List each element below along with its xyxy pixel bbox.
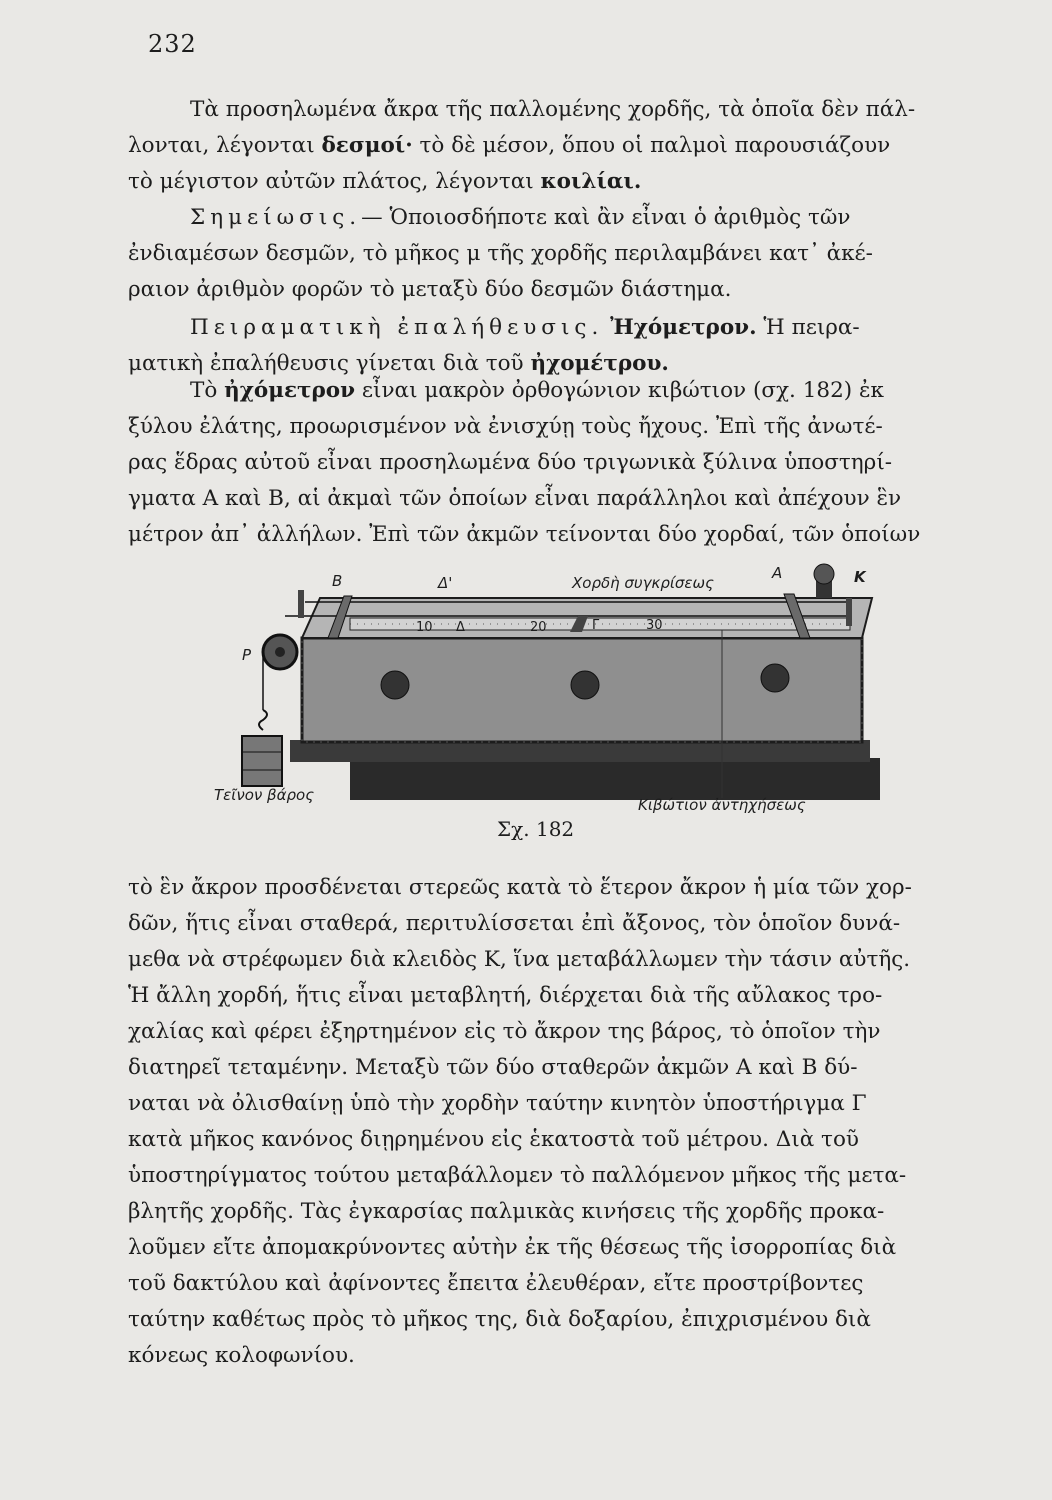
label-comparison-string: Χορδὴ συγκρίσεως — [572, 574, 714, 592]
text-run: Τὸ — [190, 378, 225, 403]
text-run: — Ὁποιοσδήποτε καὶ ἂν εἶναι ὁ ἀριθμὸς τῶν — [361, 205, 851, 230]
paragraph-operation — [128, 870, 988, 1374]
text-run: ὑποστηρίγματος τούτου μεταβάλλομεν τὸ παλλόμενον μῆκος τῆς μετα- — [128, 1163, 907, 1188]
label-resonance-box: Κιβώτιον ἀντηχήσεως — [638, 796, 806, 814]
pulley-hub — [275, 647, 285, 657]
text-line — [128, 92, 988, 128]
text-line — [128, 1050, 988, 1086]
knob-left — [381, 671, 409, 699]
text-run: τοῦ δακτύλου καὶ ἀφίνοντες ἔπειτα ἐλευθέραν, εἴτε προστρίβοντες — [128, 1271, 864, 1296]
text-line — [128, 870, 988, 906]
text-run: δῶν, ἥτις εἶναι σταθερά, περιτυλίσσεται ἐπὶ ἄξονος, τὸν ὁποῖον δυνά- — [128, 911, 901, 936]
text-run: διατηρεῖ τεταμένην. Μεταξὺ τῶν δύο σταθερῶν ἀκμῶν Α καὶ Β δύ- — [128, 1055, 858, 1080]
text-run: Ἡ πειρα- — [756, 315, 860, 340]
term-antinodes: κοιλίαι. — [540, 169, 642, 194]
text-run: μέτρον ἀπ᾽ ἀλλήλων. Ἐπὶ τῶν ἀκμῶν τείνονται δύο χορδαί, τῶν ὁποίων — [128, 522, 921, 547]
text-run: ἐνδιαμέσων δεσμῶν, τὸ μῆκος μ τῆς χορδῆς περιλαμβάνει κατ᾽ ἀκέ- — [128, 241, 873, 266]
term-sonometer: ἠχομέτρου. — [530, 351, 669, 376]
text-line — [128, 409, 988, 445]
label-d-prime: Δ' — [438, 574, 453, 592]
text-line — [128, 1194, 988, 1230]
text-line — [128, 1302, 988, 1338]
knob-middle — [571, 671, 599, 699]
tuning-key-head — [814, 564, 834, 584]
text-line — [128, 1122, 988, 1158]
figure-caption: Σχ. 182 — [497, 817, 575, 841]
text-line — [128, 164, 988, 200]
paragraph-note — [128, 200, 988, 308]
verification-label: Πειραματικὴ ἐπαλήθευσις. — [190, 315, 604, 340]
scale-label-10: 10 — [416, 620, 433, 635]
text-run: Τὰ προσηλωμένα ἄκρα τῆς παλλομένης χορδῆς, τὰ ὁποῖα δὲν πάλ- — [190, 97, 916, 122]
text-run: τὸ ἓν ἄκρον προσδένεται στερεῶς κατὰ τὸ ἕτερον ἄκρον ἡ μία τῶν χορ- — [128, 875, 912, 900]
note-label: Σημείωσις. — [190, 205, 362, 230]
paragraph-description — [128, 373, 988, 553]
scale-label-d: Δ — [456, 620, 465, 635]
label-bridge-a: Α — [772, 564, 783, 582]
weight — [242, 736, 282, 786]
text-line — [128, 1338, 988, 1374]
paragraph-nodes-antinodes — [128, 92, 988, 200]
text-run: Ἡ ἄλλη χορδή, ἥτις εἶναι μεταβλητή, διέρχεται διὰ τῆς αὔλακος τρο- — [128, 983, 883, 1008]
text-line — [128, 1158, 988, 1194]
text-run: κατὰ μῆκος κανόνος διῃρημένου εἰς ἑκατοστὰ τοῦ μέτρου. Διὰ τοῦ — [128, 1127, 859, 1152]
heading-sonometer: Ἠχόμετρον. — [610, 315, 757, 340]
text-run: ναται νὰ ὀλισθαίνῃ ὑπὸ τὴν χορδὴν ταύτην κινητὸν ὑποστήριγμα Γ — [128, 1091, 867, 1116]
label-key-k: Κ — [854, 568, 866, 586]
text-line — [128, 373, 988, 409]
text-run: ραιον ἀριθμὸν φορῶν τὸ μεταξὺ δύο δεσμῶν διάστημα. — [128, 277, 732, 302]
base-board — [350, 758, 880, 800]
text-run: λοῦμεν εἴτε ἀπομακρύνοντες αὐτὴν ἐκ τῆς θέσεως τῆς ἰσορροπίας διὰ — [128, 1235, 897, 1260]
text-run: ταύτην καθέτως πρὸς τὸ μῆκος της, διὰ δοξαρίου, ἐπιχρισμένου διὰ — [128, 1307, 871, 1332]
text-run: εἶναι μακρὸν ὀρθογώνιον κιβώτιον (σχ. 182) ἐκ — [355, 378, 884, 403]
label-bridge-b: Β — [332, 572, 343, 590]
text-line — [128, 1086, 988, 1122]
scale-label-30: 30 — [646, 618, 663, 633]
text-line — [128, 236, 988, 272]
text-line — [128, 978, 988, 1014]
scale-label-20: 20 — [530, 620, 547, 635]
text-line — [128, 481, 988, 517]
text-line — [128, 942, 988, 978]
knob-right — [761, 664, 789, 692]
text-run: ξύλου ἐλάτης, προωρισμένον νὰ ἐνισχύῃ τοὺς ἤχους. Ἐπὶ τῆς ἀνωτέ- — [128, 414, 883, 439]
text-line — [128, 272, 988, 308]
text-run: λονται, λέγονται — [128, 133, 322, 158]
hook — [259, 710, 267, 730]
term-sonometer-2: ἠχόμετρον — [224, 378, 356, 403]
sonometer-figure — [210, 560, 880, 850]
text-run: ματικὴ ἐπαλήθευσις γίνεται διὰ τοῦ — [128, 351, 531, 376]
text-line — [128, 1266, 988, 1302]
scale-label-g: Γ — [592, 618, 600, 633]
text-line — [128, 200, 988, 236]
page-number: 232 — [148, 30, 197, 58]
text-line — [128, 445, 988, 481]
text-run: ρας ἕδρας αὐτοῦ εἶναι προσηλωμένα δύο τριγωνικὰ ξύλινα ὑποστηρί- — [128, 450, 893, 475]
text-run: χαλίας καὶ φέρει ἐξηρτημένον εἰς τὸ ἄκρον της βάρος, τὸ ὁποῖον τὴν — [128, 1019, 881, 1044]
text-run: τὸ μέγιστον αὐτῶν πλάτος, λέγονται — [128, 169, 541, 194]
text-line — [128, 906, 988, 942]
text-run: μεθα νὰ στρέφωμεν διὰ κλειδὸς Κ, ἵνα μεταβάλλωμεν τὴν τάσιν αὐτῆς. — [128, 947, 911, 972]
text-run: τὸ δὲ μέσον, ὅπου οἱ παλμοὶ παρουσιάζουν — [412, 133, 891, 158]
text-line — [128, 1014, 988, 1050]
text-line — [128, 128, 988, 164]
label-tension-weight: Τεῖνον βάρος — [214, 786, 315, 804]
term-nodes: δεσμοί· — [321, 133, 413, 158]
text-run: βλητῆς χορδῆς. Τὰς ἐγκαρσίας παλμικὰς κινήσεις τῆς χορδῆς προκα- — [128, 1199, 885, 1224]
peg-left — [298, 590, 304, 618]
text-line — [128, 1230, 988, 1266]
label-pulley-p: Ρ — [242, 646, 252, 664]
text-run: γματα Α καὶ Β, αἱ ἀκμαὶ τῶν ὁποίων εἶναι παράλληλοι καὶ ἀπέχουν ἓν — [128, 486, 902, 511]
text-line — [128, 517, 988, 553]
peg — [846, 598, 852, 626]
text-run: κόνεως κολοφωνίου. — [128, 1343, 355, 1368]
paragraph-verification — [128, 310, 988, 382]
text-line — [128, 310, 988, 346]
